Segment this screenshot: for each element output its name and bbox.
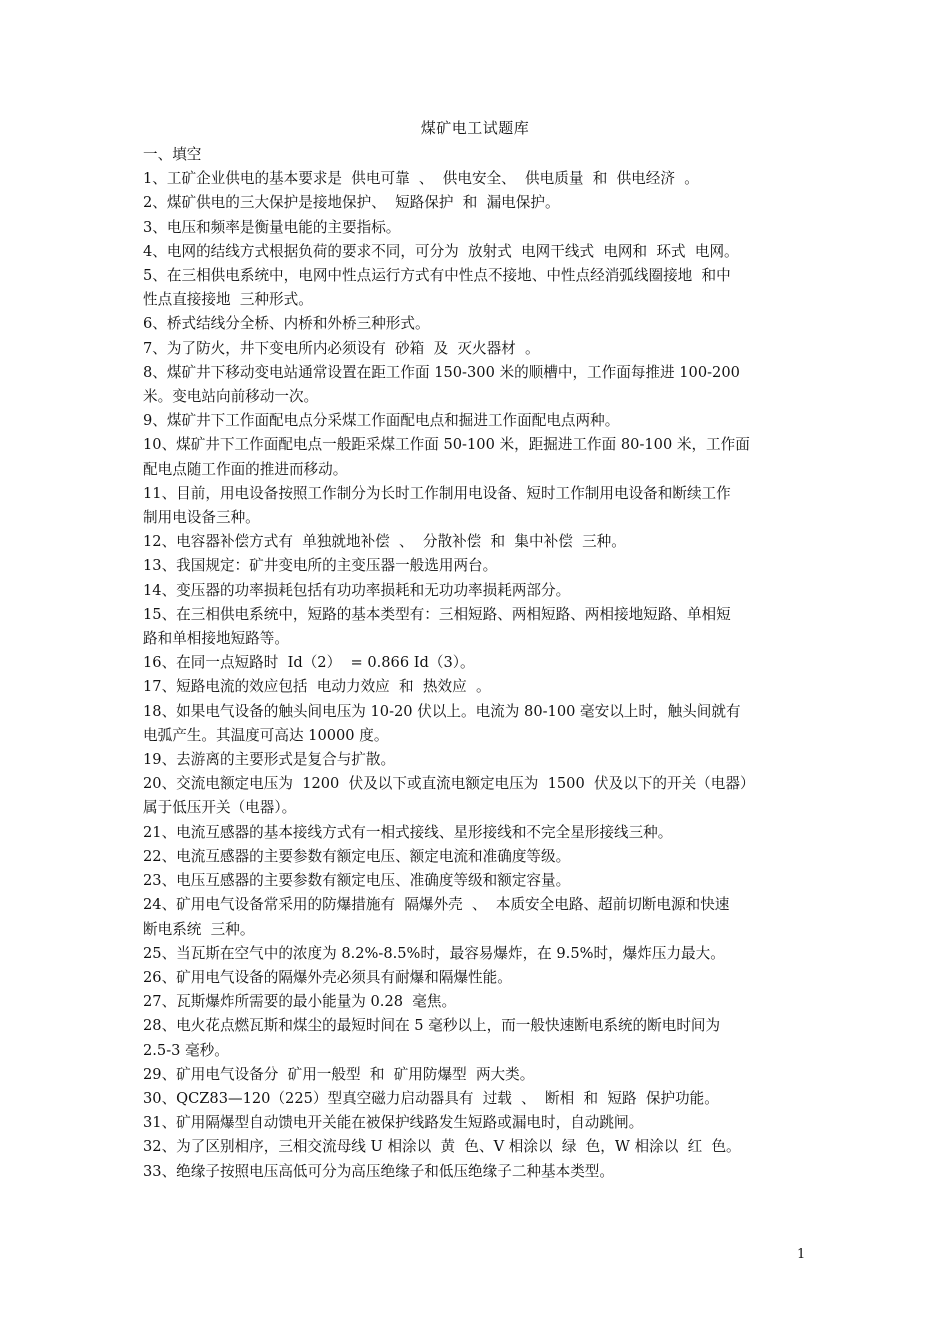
text-line: 5、在三相供电系统中，电网中性点运行方式有中性点不接地、中性点经消弧线圈接地 和中 [143,267,731,285]
section-heading: 一、填空 [143,146,202,163]
text-line: 27、瓦斯爆炸所需要的最小能量为 0.28 毫焦。 [143,993,457,1011]
text-line: 米。变电站向前移动一次。 [143,388,319,406]
text-line: 6、桥式结线分全桥、内桥和外桥三种形式。 [143,315,430,333]
text-line: 28、电火花点燃瓦斯和煤尘的最短时间在 5 毫秒以上，而一般快速断电系统的断电时间为 [143,1017,721,1035]
text-line: 30、QCZ83—120（225）型真空磁力启动器具有 过载 、 断相 和 短路 保护功能。 [143,1089,719,1107]
text-line: 3、电压和频率是衡量电能的主要指标。 [143,218,401,236]
text-line: 8、煤矿井下移动变电站通常设置在距工作面 150-300 米的顺槽中，工作面每推进 100-200 [143,363,740,381]
page-number: 1 [797,1247,806,1262]
text-line: 7、为了防火，井下变电所内必须设有 砂箱 及 灭火器材 。 [143,339,540,357]
text-line: 11、目前，用电设备按照工作制分为长时工作制用电设备、短时工作制用电设备和断续工作 [143,484,731,502]
text-line: 2、煤矿供电的三大保护是接地保护、 短路保护 和 漏电保护。 [143,194,560,212]
text-line: 性点直接接地 三种形式。 [143,291,313,309]
text-line: 4、电网的结线方式根据负荷的要求不同，可分为 放射式 电网干线式 电网和 环式 电网。 [143,242,739,260]
text-line: 断电系统 三种。 [143,920,255,938]
text-line: 属于低压开关（电器）。 [143,799,297,817]
text-line: 21、电流互感器的基本接线方式有一相式接线、星形接线和不完全星形接线三种。 [143,823,673,841]
text-line: 24、矿用电气设备常采用的防爆措施有 隔爆外壳 、 本质安全电路、超前切断电源和快速 [143,896,730,914]
text-line: 25、当瓦斯在空气中的浓度为 8.2%-8.5%时，最容易爆炸，在 9.5%时，爆炸压力最大。 [143,944,725,962]
text-line: 19、去游离的主要形式是复合与扩散。 [143,751,396,769]
text-line: 15、在三相供电系统中，短路的基本类型有：三相短路、两相短路、两相接地短路、单相短 [143,605,731,623]
text-line: 配电点随工作面的推进而移动。 [143,460,348,478]
text-line: 22、电流互感器的主要参数有额定电压、额定电流和准确度等级。 [143,847,571,865]
text-line: 路和单相接地短路等。 [143,630,289,648]
text-line: 23、电压互感器的主要参数有额定电压、准确度等级和额定容量。 [143,872,571,890]
text-line: 9、煤矿井下工作面配电点分采煤工作面配电点和掘进工作面配电点两种。 [143,412,620,430]
text-line: 电弧产生。其温度可高达 10000 度。 [143,726,389,744]
text-line: 14、变压器的功率损耗包括有功功率损耗和无功功率损耗两部分。 [143,581,571,599]
text-line: 18、如果电气设备的触头间电压为 10-20 伏以上。电流为 80-100 毫安以上时，触头间就有 [143,702,741,720]
text-line: 10、煤矿井下工作面配电点一般距采煤工作面 50-100 米，距掘进工作面 80-100 米，工作面 [143,436,750,454]
text-line: 26、矿用电气设备的隔爆外壳必须具有耐爆和隔爆性能。 [143,968,512,986]
text-line: 12、电容器补偿方式有 单独就地补偿 、 分散补偿 和 集中补偿 三种。 [143,533,626,551]
document-body [143,143,811,1184]
text-line: 制用电设备三种。 [143,509,260,527]
text-line: 29、矿用电气设备分 矿用一般型 和 矿用防爆型 两大类。 [143,1065,535,1083]
text-line: 2.5-3 毫秒。 [143,1041,229,1059]
document-title: 煤矿电工试题库 [420,119,530,137]
text-line: 31、矿用隔爆型自动馈电开关能在被保护线路发生短路或漏电时，自动跳闸。 [143,1114,644,1132]
text-line: 13、我国规定：矿井变电所的主变压器一般选用两台。 [143,557,498,575]
text-line: 17、短路电流的效应包括 电动力效应 和 热效应 。 [143,678,491,696]
text-line: 32、为了区别相序，三相交流母线 U 相涂以 黄 色、V 相涂以 绿 色，W 相涂以 红 色。 [143,1138,741,1156]
text-line: 20、交流电额定电压为 1200 伏及以下或直流电额定电压为 1500 伏及以下的开关（电器） [143,775,755,793]
text-line: 1、工矿企业供电的基本要求是 供电可靠 、 供电安全、 供电质量 和 供电经济 。 [143,170,699,188]
text-line: 33、绝缘子按照电压高低可分为高压绝缘子和低压绝缘子二种基本类型。 [143,1162,614,1180]
text-line: 16、在同一点短路时 Id（2） = 0.866 Id（3）。 [143,654,475,672]
